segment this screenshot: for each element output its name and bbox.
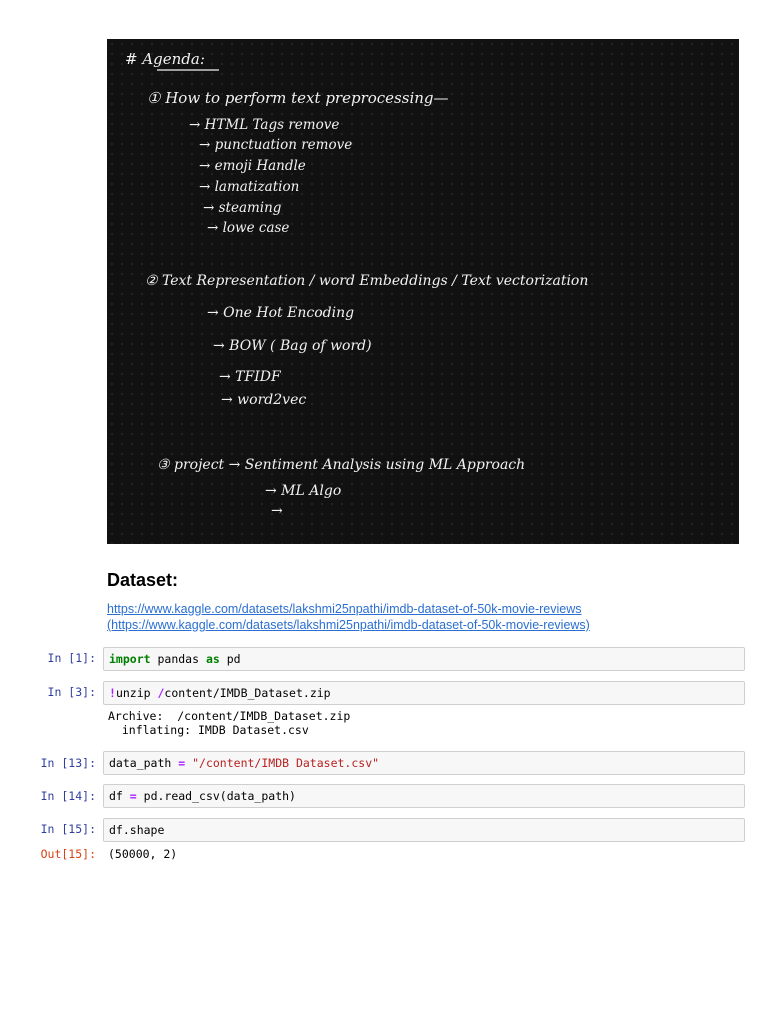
cell-input-prompt: In [15]:	[40, 822, 96, 836]
agenda-item-1-point: → lamatization	[199, 179, 300, 195]
cell-code: df = pd.read_csv(data_path)	[109, 789, 296, 803]
agenda-item-2-point: → TFIDF	[219, 369, 281, 385]
code-cell[interactable]	[103, 681, 745, 705]
agenda-handwriting	[107, 39, 739, 544]
cell-input-prompt: In [13]:	[40, 756, 96, 770]
agenda-item-1-point: → HTML Tags remove	[189, 117, 340, 133]
agenda-item-1: ① How to perform text preprocessing—	[147, 89, 449, 107]
agenda-item-3-point: →	[271, 503, 283, 519]
agenda-item-2-point: → word2vec	[221, 392, 307, 408]
agenda-item-1-point: → punctuation remove	[199, 137, 353, 153]
code-cell[interactable]	[103, 647, 745, 671]
dataset-link[interactable]: https://www.kaggle.com/datasets/lakshmi25npathi/imdb-dataset-of-50k-movie-reviews	[107, 602, 582, 616]
agenda-whiteboard-image	[107, 39, 739, 544]
agenda-item-2-point: → One Hot Encoding	[207, 305, 355, 321]
dataset-link-duplicate[interactable]: (https://www.kaggle.com/datasets/lakshmi25npathi/imdb-dataset-of-50k-movie-reviews)	[107, 618, 590, 632]
cell-input-prompt: In [3]:	[47, 685, 96, 699]
code-cell[interactable]	[103, 818, 745, 842]
cell-output-prompt: Out[15]:	[40, 847, 96, 861]
code-cell[interactable]	[103, 751, 745, 775]
cell-input-prompt: In [14]:	[40, 789, 96, 803]
code-cell[interactable]	[103, 784, 745, 808]
agenda-item-2: ② Text Representation / word Embeddings / Text vectorization	[145, 273, 589, 289]
cell-code: data_path = "/content/IMDB Dataset.csv"	[109, 756, 380, 770]
agenda-item-1-point: → emoji Handle	[199, 158, 306, 174]
agenda-item-2-point: → BOW ( Bag of word)	[213, 338, 372, 354]
cell-code: import pandas as pd	[109, 652, 241, 666]
dataset-heading: Dataset:	[107, 570, 179, 590]
cell-output: (50000, 2)	[108, 847, 178, 861]
agenda-item-1-point: → steaming	[203, 200, 282, 216]
cell-code: df.shape	[109, 823, 165, 837]
agenda-item-3: ③ project → Sentiment Analysis using ML Approach	[157, 457, 526, 473]
cell-output: Archive: /content/IMDB_Dataset.zip inflating: IMDB Dataset.csv	[108, 709, 351, 737]
agenda-item-3-point: → ML Algo	[265, 483, 342, 499]
agenda-item-1-point: → lowe case	[207, 220, 290, 236]
agenda-title: # Agenda:	[125, 50, 205, 68]
cell-input-prompt: In [1]:	[47, 651, 96, 665]
cell-code: !unzip /content/IMDB_Dataset.zip	[109, 686, 331, 700]
